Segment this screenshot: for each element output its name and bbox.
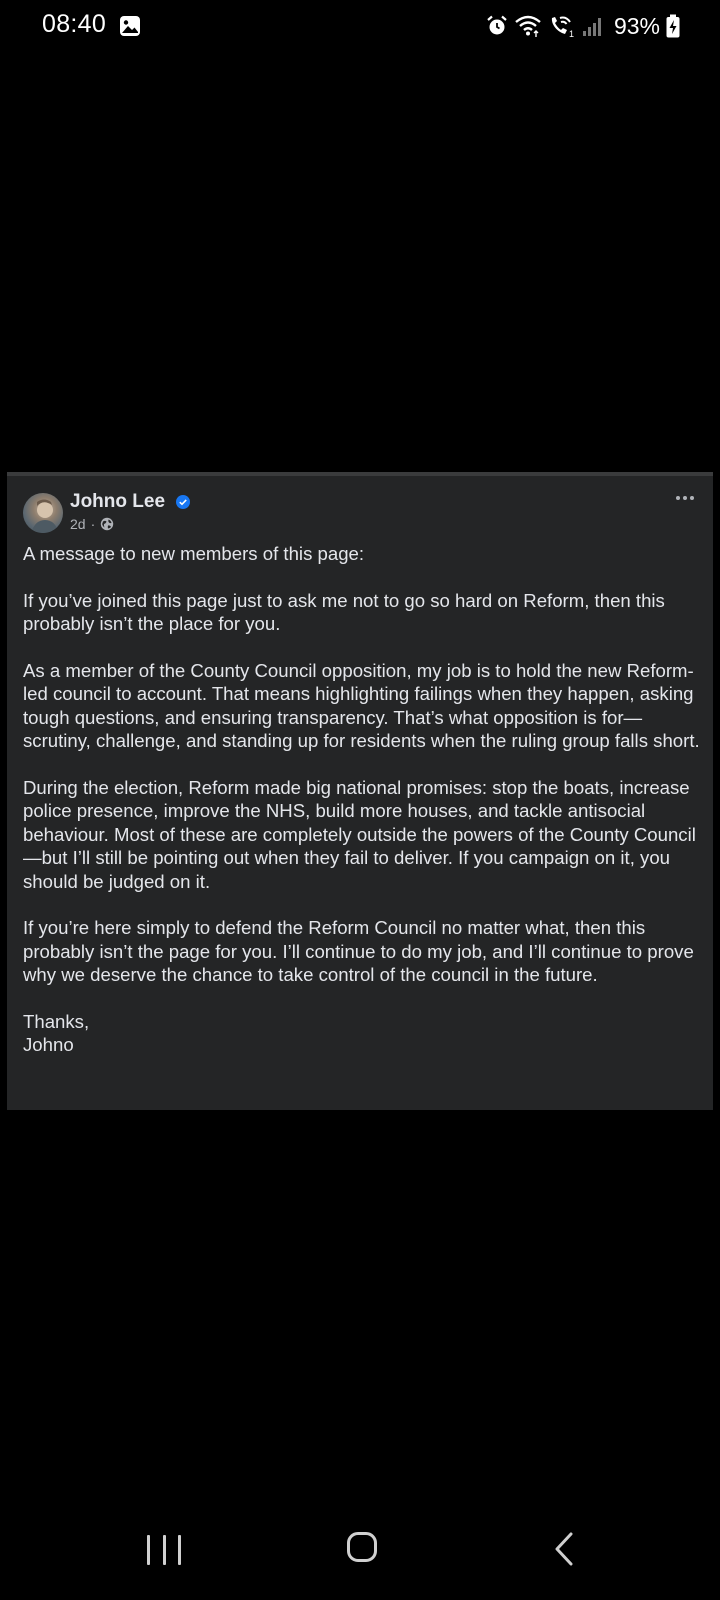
recents-icon-bar — [178, 1535, 181, 1565]
more-options-button[interactable] — [671, 488, 699, 508]
avatar[interactable] — [23, 493, 63, 533]
post-paragraph: If you’re here simply to defend the Reform Council no matter what, then this probably isn’t the page for you. I’ll continue to do my job, and I’ll continue to prove why we deserve the chance to take control of the council in the future. — [23, 917, 694, 986]
svg-text:1: 1 — [568, 29, 574, 38]
recents-icon-bar — [163, 1535, 166, 1565]
wifi-calling-icon — [548, 14, 576, 38]
verified-badge-icon — [176, 495, 190, 509]
meta-separator: · — [90, 516, 96, 532]
signoff-thanks: Thanks, — [23, 1011, 90, 1033]
avatar-image — [23, 493, 63, 533]
post-paragraph: During the election, Reform made big national promises: stop the boats, increase police presence, improve the NHS, build more houses, and tackle antisocial behaviour. Most of these are completely outside the powers of the County Council—but I’ll still be pointing out when they fail to deliver. If you campaign on it, you should be judged on it. — [23, 777, 696, 892]
post-paragraph: As a member of the County Council opposition, my job is to hold the new Reform-led council to account. That means highlighting failings when they happen, asking tough questions, and ensuring transparency. That’s what opposition is for—scrutiny, challenge, and standing up for residents when the ruling group falls short. — [23, 660, 700, 752]
gallery-icon — [119, 15, 141, 37]
more-dot — [676, 496, 680, 500]
post-paragraph: A message to new members of this page: — [23, 543, 365, 564]
recents-button[interactable] — [147, 1535, 181, 1565]
wifi-icon — [514, 14, 542, 38]
author-name[interactable]: Johno Lee — [70, 491, 166, 512]
navigation-bar — [0, 1520, 720, 1580]
alarm-icon — [486, 15, 508, 37]
signal-icon — [582, 15, 604, 37]
battery-charging-icon — [666, 14, 680, 38]
more-dot — [690, 496, 694, 500]
post-time[interactable]: 2d — [70, 516, 86, 532]
post-card — [7, 472, 713, 1110]
home-button[interactable] — [347, 1532, 377, 1562]
post-signoff — [23, 1010, 703, 1057]
back-icon[interactable] — [552, 1532, 576, 1566]
globe-icon — [100, 517, 114, 531]
battery-percent: 93% — [613, 12, 660, 39]
signoff-name: Johno — [23, 1034, 74, 1056]
post-meta — [70, 516, 114, 532]
status-time: 08:40 — [42, 10, 107, 38]
post-body — [23, 542, 703, 1057]
status-bar — [0, 0, 720, 52]
post-paragraph: If you’ve joined this page just to ask me not to go so hard on Reform, then this probably isn’t the place for you. — [23, 589, 665, 635]
recents-icon-bar — [147, 1535, 150, 1565]
status-icons — [486, 12, 680, 40]
more-dot — [683, 496, 687, 500]
